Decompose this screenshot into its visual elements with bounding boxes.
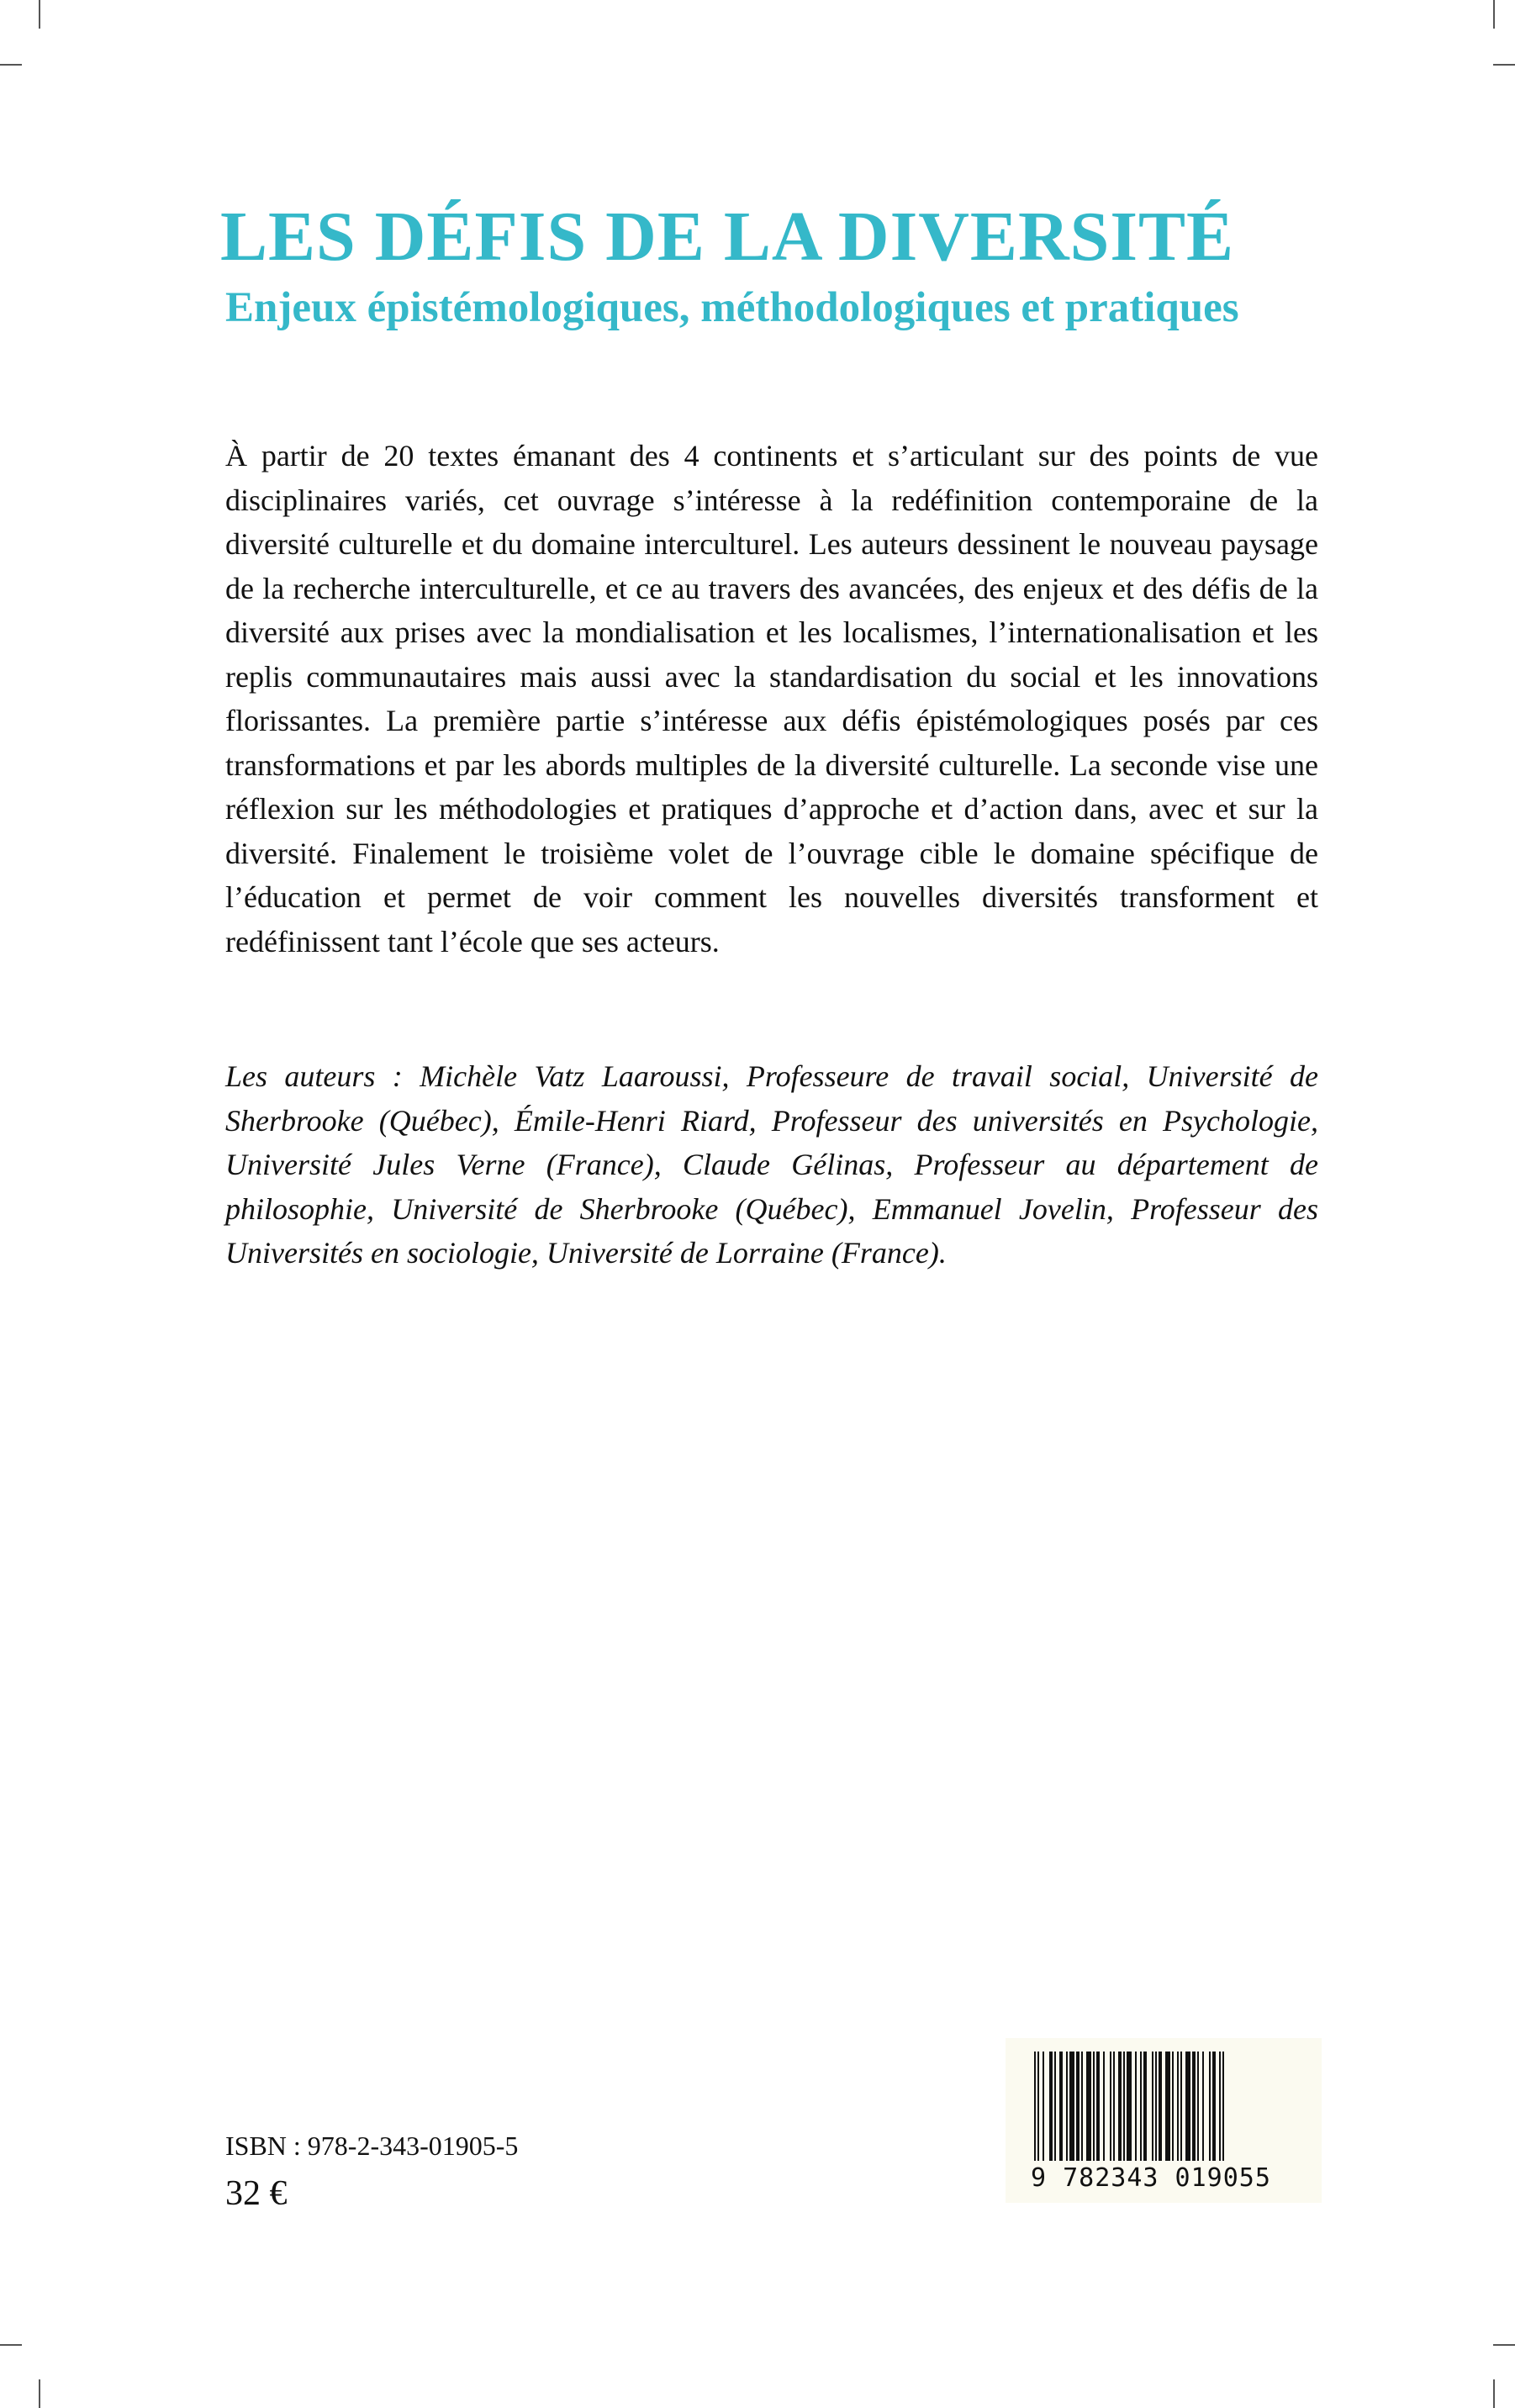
crop-mark-bottom-left <box>39 2379 40 2408</box>
barcode-bar <box>1209 2052 1211 2161</box>
isbn-label: ISBN : 978-2-343-01905-5 <box>225 2131 519 2161</box>
crop-mark-top-left-horizontal <box>0 64 22 66</box>
barcode-bar <box>1177 2052 1179 2161</box>
barcode-bar <box>1180 2052 1182 2161</box>
book-title: LES DÉFIS DE LA DIVERSITÉ <box>220 198 1235 276</box>
barcode-bar <box>1185 2052 1190 2161</box>
crop-mark-top-right-horizontal <box>1493 64 1515 66</box>
barcode-bar <box>1143 2052 1147 2161</box>
crop-mark-bottom-right-horizontal <box>1493 2344 1515 2346</box>
barcode-bar <box>1222 2052 1224 2161</box>
barcode-bar <box>1212 2052 1216 2161</box>
book-subtitle: Enjeux épistémologiques, méthodologiques et pratiques <box>225 284 1239 331</box>
barcode <box>1006 2038 1322 2203</box>
crop-mark-top-right <box>1493 0 1495 29</box>
barcode-bar <box>1069 2052 1074 2161</box>
barcode-bar <box>1066 2052 1068 2161</box>
barcode-bar <box>1054 2052 1056 2161</box>
barcode-bar <box>1049 2052 1053 2161</box>
barcode-bar <box>1043 2052 1044 2161</box>
barcode-bar <box>1113 2052 1115 2161</box>
barcode-bar <box>1152 2052 1153 2161</box>
barcode-bar <box>1037 2052 1039 2161</box>
barcode-bar <box>1159 2052 1162 2161</box>
barcode-bar <box>1110 2052 1111 2161</box>
barcode-bars <box>1031 2052 1296 2161</box>
barcode-bar <box>1135 2052 1137 2161</box>
crop-mark-bottom-left-horizontal <box>0 2344 22 2346</box>
barcode-bar <box>1197 2052 1199 2161</box>
barcode-bar <box>1086 2052 1091 2161</box>
barcode-bar <box>1096 2052 1100 2161</box>
barcode-bar <box>1103 2052 1105 2161</box>
price-label: 32 € <box>225 2174 288 2213</box>
crop-mark-bottom-right <box>1493 2379 1495 2408</box>
barcode-bar <box>1059 2052 1063 2161</box>
book-description: À partir de 20 textes émanant des 4 continents et s’articulant sur des points de vue disciplinaires variés, cet ouvrage s’intéresse à la redéfinition contemporaine de la diversité culturelle et du domaine interculturel. Les auteurs dessinent le nouveau paysage de la recherche interculturelle, et ce au travers des avancées, des enjeux et des défis de la diversité aux prises avec la mondialisation et les localismes, l’internationalisation et les replis communautaires mais aussi avec la standardisation du social et les innovations florissantes. La première partie s’intéresse aux défis épistémologiques posés par ces transformations et par les abords multiples de la diversité culturelle. La seconde vise une réflexion sur les méthodologies et pratiques d’approche et d’action dans, avec et sur la diversité. Finalement le troisième volet de l’ouvrage cible le domaine spécifique de l’éducation et permet de voir comment les nouvelles diversités transforment et redéfinissent tant l’école que ses acteurs. <box>225 439 1318 958</box>
barcode-number: 9 782343 019055 <box>1031 2163 1271 2193</box>
barcode-bar <box>1123 2052 1125 2161</box>
barcode-bar <box>1192 2052 1196 2161</box>
barcode-bar <box>1155 2052 1157 2161</box>
barcode-bar <box>1034 2052 1036 2161</box>
barcode-bar <box>1219 2052 1221 2161</box>
barcode-bar <box>1081 2052 1083 2161</box>
barcode-bar <box>1118 2052 1122 2161</box>
barcode-bar <box>1076 2052 1080 2161</box>
barcode-bar <box>1140 2052 1142 2161</box>
barcode-bar <box>1093 2052 1095 2161</box>
crop-mark-top-left <box>39 0 40 29</box>
authors-note: Les auteurs : Michèle Vatz Laaroussi, Professeure de travail social, Université de Sherbrooke (Québec), Émile-Henri Riard, Professeur des universités en Psychologie, Université Jules Verne (France), Claude Gélinas, Professeur au département de philosophie, Université de Sherbrooke (Québec), Emmanuel Jovelin, Professeur des Universités en sociologie, Université de Lorraine (France). <box>225 1059 1318 1270</box>
barcode-bar <box>1172 2052 1174 2161</box>
barcode-bar <box>1127 2052 1132 2161</box>
barcode-bar <box>1202 2052 1204 2161</box>
barcode-bar <box>1165 2052 1170 2161</box>
